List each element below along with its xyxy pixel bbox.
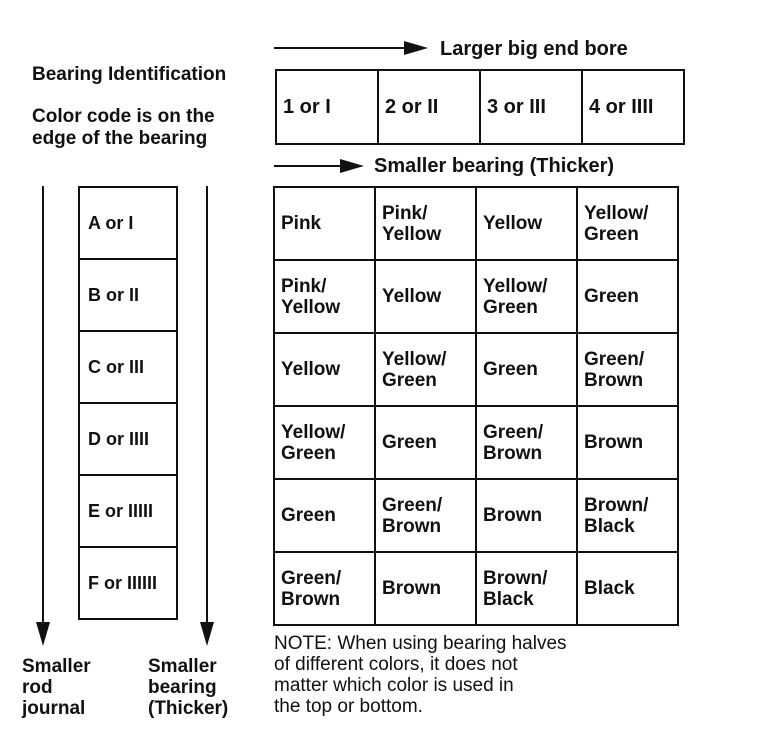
- color-code-note-line2: edge of the bearing: [32, 128, 208, 149]
- color-cell: Yellow/ Green: [274, 406, 375, 479]
- row-code-d: D or IIII: [79, 403, 177, 475]
- smaller-bearing-label: Smaller bearing (Thicker): [148, 656, 229, 719]
- color-cell: Yellow/ Green: [476, 260, 577, 333]
- color-cell: Black: [577, 552, 678, 625]
- bearing-color-matrix: [273, 186, 679, 626]
- table-row: [276, 70, 684, 144]
- color-cell: Green: [577, 260, 678, 333]
- color-cell: Yellow: [274, 333, 375, 406]
- color-cell: Brown/ Black: [476, 552, 577, 625]
- smaller-rod-journal-label: Smaller rod journal: [22, 656, 91, 719]
- row-code-e: E or IIIII: [79, 475, 177, 547]
- larger-big-end-bore-label: Larger big end bore: [440, 38, 628, 60]
- table-row: [274, 406, 678, 479]
- table-row: [274, 552, 678, 625]
- smaller-bearing-arrow: [274, 159, 364, 173]
- table-row: [274, 260, 678, 333]
- table-row: [274, 187, 678, 260]
- color-cell: Yellow: [375, 260, 476, 333]
- bearing-halves-note: NOTE: When using bearing halves of different colors, it does not matter which color is used in the top or bottom.: [274, 633, 567, 717]
- table-row: [79, 475, 177, 547]
- color-cell: Green/ Brown: [274, 552, 375, 625]
- color-cell: Pink/ Yellow: [375, 187, 476, 260]
- column-code-4: 4 or IIII: [582, 70, 684, 144]
- row-code-f: F or IIIIII: [79, 547, 177, 619]
- table-row: [79, 259, 177, 331]
- larger-bore-arrow: [274, 41, 428, 55]
- big-end-bore-codes-table: [275, 69, 685, 145]
- table-row: [274, 333, 678, 406]
- row-code-b: B or II: [79, 259, 177, 331]
- color-code-note-line1: Color code is on the: [32, 106, 215, 127]
- column-code-2: 2 or II: [378, 70, 480, 144]
- smaller-rod-journal-arrow: [36, 186, 50, 646]
- color-cell: Yellow/ Green: [577, 187, 678, 260]
- table-row: [79, 187, 177, 259]
- table-row: [79, 331, 177, 403]
- color-cell: Brown: [577, 406, 678, 479]
- color-cell: Green/ Brown: [375, 479, 476, 552]
- color-cell: Pink: [274, 187, 375, 260]
- color-cell: Pink/ Yellow: [274, 260, 375, 333]
- row-code-c: C or III: [79, 331, 177, 403]
- color-cell: Brown: [476, 479, 577, 552]
- color-cell: Brown: [375, 552, 476, 625]
- color-cell: Green: [476, 333, 577, 406]
- smaller-bearing-vertical-arrow: [200, 186, 214, 646]
- column-code-1: 1 or I: [276, 70, 378, 144]
- color-cell: Yellow/ Green: [375, 333, 476, 406]
- table-row: [79, 403, 177, 475]
- smaller-bearing-thicker-label: Smaller bearing (Thicker): [374, 155, 615, 177]
- color-cell: Brown/ Black: [577, 479, 678, 552]
- rod-journal-codes-table: [78, 186, 178, 620]
- table-row: [79, 547, 177, 619]
- color-cell: Green/ Brown: [577, 333, 678, 406]
- row-code-a: A or I: [79, 187, 177, 259]
- column-code-3: 3 or III: [480, 70, 582, 144]
- color-cell: Green: [274, 479, 375, 552]
- bearing-identification-title: Bearing Identification: [32, 64, 227, 85]
- color-cell: Green/ Brown: [476, 406, 577, 479]
- table-row: [274, 479, 678, 552]
- color-cell: Green: [375, 406, 476, 479]
- color-cell: Yellow: [476, 187, 577, 260]
